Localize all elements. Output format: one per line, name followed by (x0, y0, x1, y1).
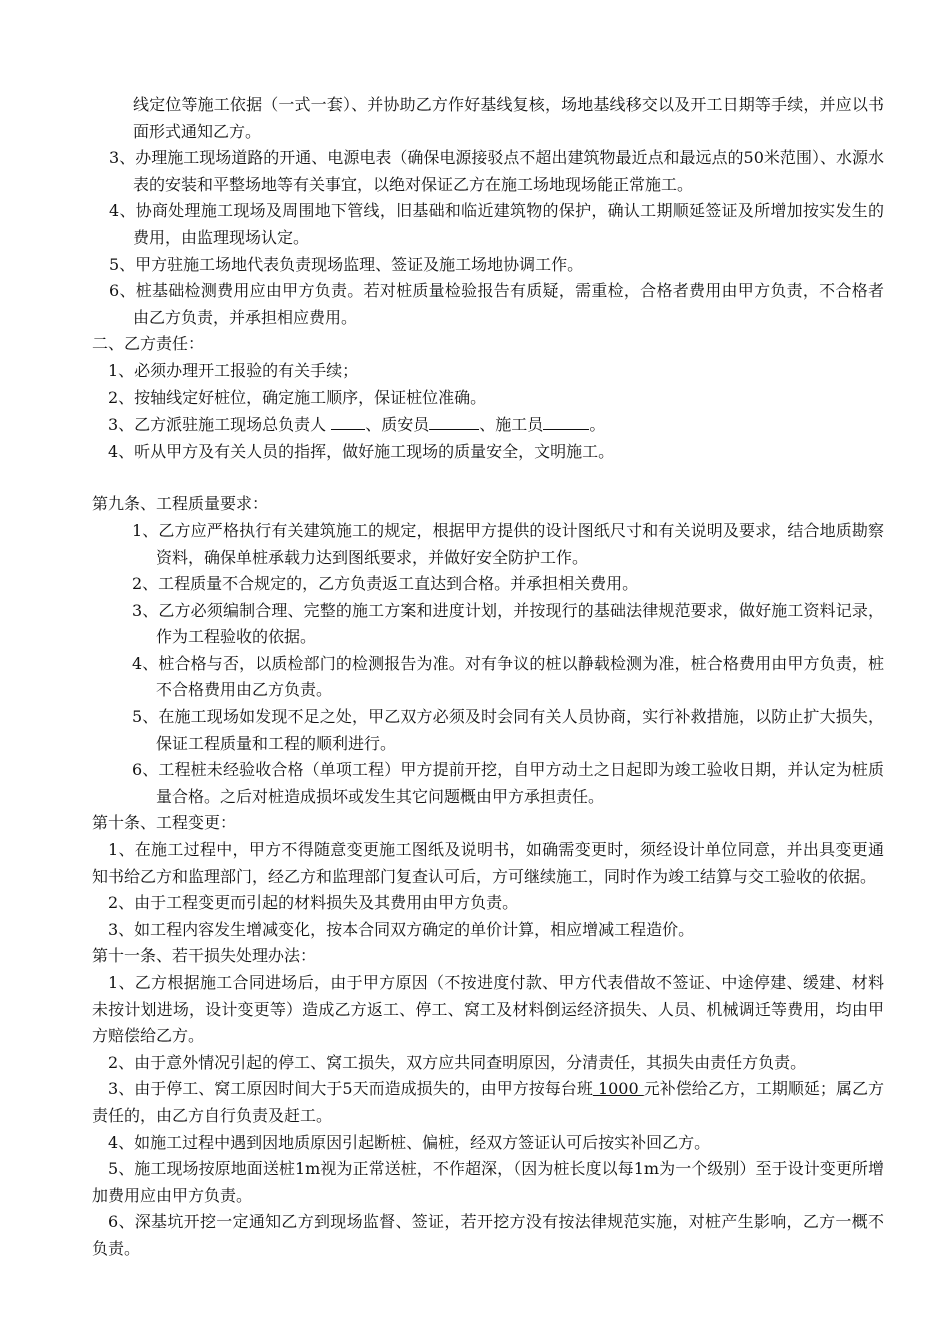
list-item-text: 、质安员 (365, 415, 430, 435)
article-heading: 第十一条、若干损失处理办法： (92, 946, 317, 966)
list-item: 6、桩基础检测费用应由甲方负责。若对桩质量检验报告有质疑，需重检，合格者费用由甲方负责，不合格者由乙方负责，并承担相应费用。 (109, 281, 884, 327)
list-item: 4、听从甲方及有关人员的指挥，做好施工现场的质量安全，文明施工。 (108, 441, 615, 461)
list-item: 6、工程桩未经验收合格（单项工程）甲方提前开挖，自甲方动土之日起即为竣工验收日期，并认定为桩质量合格。之后对桩造成损坏或发生其它问题概由甲方承担责任。 (132, 760, 884, 806)
list-item-text: 。 (589, 415, 606, 435)
list-item: 1、乙方应严格执行有关建筑施工的规定，根据甲方提供的设计图纸尺寸和有关说明及要求，结合地质勘察资料，确保单桩承载力达到图纸要求，并做好安全防护工作。 (132, 520, 884, 567)
list-item-text: 、施工员 (479, 415, 544, 435)
list-item (92, 1076, 884, 1129)
list-item: 4、如施工过程中遇到因地质原因引起断桩、偏桩，经双方签证认可后按实补回乙方。 (108, 1132, 711, 1152)
list-item-text: 3、乙方派驻施工现场总负责人 (108, 415, 327, 435)
spacer (92, 465, 884, 491)
list-item: 4、协商处理施工现场及周围地下管线，旧基础和临近建筑物的保护，确认工期顺延签证及所增加按实发生的费用，由监理现场认定。 (109, 201, 884, 247)
article-heading: 第十条、工程变更： (92, 813, 237, 833)
list-item: 1、乙方根据施工合同进场后，由于甲方原因（不按进度付款、甲方代表借故不签证、中途停建、缓建、材料未按计划进场，设计变更等）造成乙方返工、停工、窝工及材料倒运经济损失、人员、机械调迁等费用，均由甲方赔偿给乙方。 (92, 973, 884, 1046)
list-item: 5、施工现场按原地面送桩1m视为正常送桩，不作超深，（因为桩长度以每1m为一个级别）至于设计变更所增加费用应由甲方负责。 (92, 1159, 884, 1205)
section-heading: 二、乙方责任： (92, 334, 205, 354)
blank-line (429, 411, 479, 430)
list-item: 1、在施工过程中，甲方不得随意变更施工图纸及说明书，如确需变更时，须经设计单位同意，并出具变更通知书给乙方和监理部门，经乙方和监理部门复查认可后，方可继续施工，同时作为竣工结算与交工验收的依据。 (92, 840, 884, 886)
list-item: 2、按轴线定好桩位，确定施工顺序，保证桩位准确。 (108, 387, 487, 407)
paragraph: 线定位等施工依据（一式一套）、并协助乙方作好基线复核，场地基线移交以及开工日期等手续，并应以书面形式通知乙方。 (133, 95, 884, 141)
list-item: 3、办理施工现场道路的开通、电源电表（确保电源接驳点不超出建筑物最近点和最远点的50米范围）、水源水表的安装和平整场地等有关事宜，以绝对保证乙方在施工场地现场能正常施工。 (109, 148, 884, 194)
list-item: 3、如工程内容发生增减变化，按本合同双方确定的单价计算，相应增减工程造价。 (108, 919, 695, 939)
contract-page (92, 92, 884, 1263)
list-item-text: 3、由于停工、窝工原因时间大于5天而造成损失的，由甲方按每台班 (108, 1079, 593, 1099)
list-item: 2、由于意外情况引起的停工、窝工损失，双方应共同查明原因，分清责任，其损失由责任方负责。 (108, 1052, 807, 1072)
list-item: 5、甲方驻施工场地代表负责现场监理、签证及施工场地协调工作。 (109, 254, 584, 274)
list-item: 4、桩合格与否，以质检部门的检测报告为准。对有争议的桩以静载检测为准，桩合格费用由甲方负责，桩不合格费用由乙方负责。 (132, 653, 884, 700)
blank-line (331, 411, 365, 430)
list-item: 3、乙方必须编制合理、完整的施工方案和进度计划，并按现行的基础法律规范要求，做好施工资料记录，作为工程验收的依据。 (132, 600, 884, 647)
list-item: 5、在施工现场如发现不足之处，甲乙双方必须及时会同有关人员协商，实行补救措施，以防止扩大损失，保证工程质量和工程的顺利进行。 (132, 707, 884, 753)
blank-line (543, 411, 589, 430)
article-heading: 第九条、工程质量要求： (92, 494, 269, 514)
compensation-amount: 1000 (592, 1079, 644, 1099)
list-item: 2、工程质量不合规定的，乙方负责返工直达到合格。并承担相关费用。 (132, 574, 639, 594)
list-item: 6、深基坑开挖一定通知乙方到现场监督、签证，若开挖方没有按法律规范实施，对桩产生影响，乙方一概不负责。 (92, 1212, 884, 1258)
list-item: 2、由于工程变更而引起的材料损失及其费用由甲方负责。 (108, 893, 519, 913)
list-item: 1、必须办理开工报验的有关手续； (108, 360, 359, 380)
list-item-text: 元补偿给乙方，工期顺延；属乙方责任的，由乙方自行负责及赶工。 (92, 1079, 884, 1125)
list-item (92, 411, 884, 439)
